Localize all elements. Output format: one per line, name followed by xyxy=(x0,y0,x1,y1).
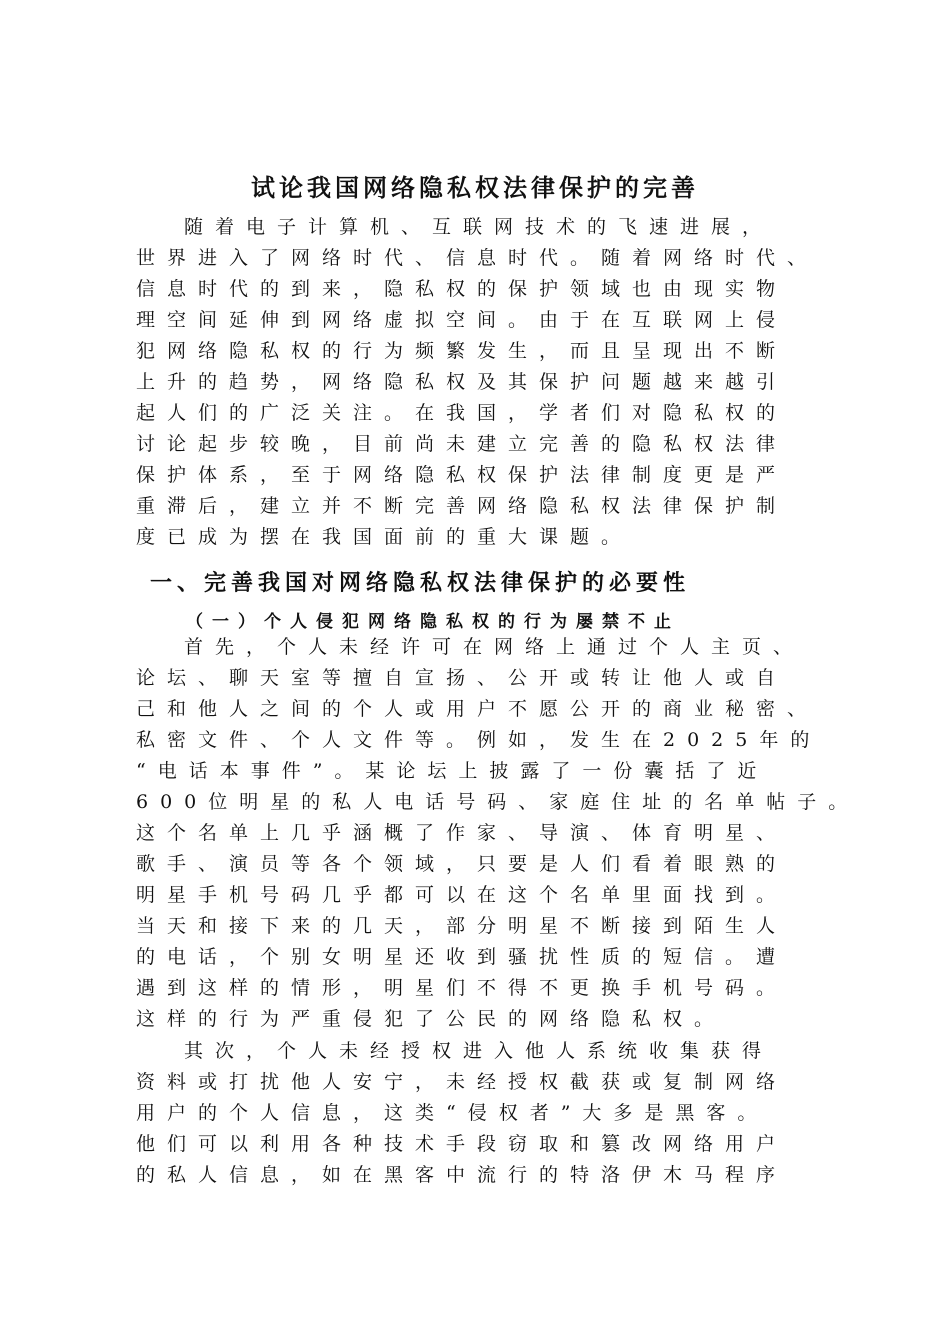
text-line: 保护体系，至于网络隐私权保护法律制度更是严 xyxy=(136,464,788,486)
text-line: 资料或打扰他人安宁，未经授权截获或复制网络 xyxy=(136,1071,788,1093)
body-paragraph-1 xyxy=(136,632,860,1035)
text-line: 其次，个人未经授权进入他人系统收集获得 xyxy=(184,1040,774,1062)
text-line: 当天和接下来的几天，部分明星不断接到陌生人 xyxy=(136,915,788,937)
intro-paragraph xyxy=(136,212,856,553)
text-line: 论坛、聊天室等擅自宣扬、公开或转让他人或自 xyxy=(136,667,788,689)
text-line: 上升的趋势，网络隐私权及其保护问题越来越引 xyxy=(136,371,788,393)
text-line: 歌手、演员等各个领域，只要是人们看着眼熟的 xyxy=(136,853,788,875)
text-line: 这样的行为严重侵犯了公民的网络隐私权。 xyxy=(136,1008,726,1030)
text-line: 私密文件、个人文件等。例如，发生在2025年的 xyxy=(136,729,822,751)
text-line: 的私人信息，如在黑客中流行的特洛伊木马程序 xyxy=(136,1164,788,1186)
text-line: 用户的个人信息，这类“侵权者”大多是黑客。 xyxy=(136,1102,769,1124)
text-line: 理空间延伸到网络虚拟空间。由于在互联网上侵 xyxy=(136,309,788,331)
body-paragraph-2 xyxy=(136,1036,856,1191)
text-line: 600位明星的私人电话号码、家庭住址的名单帖子。 xyxy=(136,791,860,813)
subsection-heading: （一）个人侵犯网络隐私权的行为屡禁不止 xyxy=(186,612,680,632)
document-title: 试论我国网络隐私权法律保护的完善 xyxy=(251,174,699,202)
text-line: 起人们的广泛关注。在我国，学者们对隐私权的 xyxy=(136,402,788,424)
text-line: 重滞后，建立并不断完善网络隐私权法律保护制 xyxy=(136,495,788,517)
text-line: 世界进入了网络时代、信息时代。随着网络时代、 xyxy=(136,247,819,269)
text-line: 信息时代的到来，隐私权的保护领域也由现实物 xyxy=(136,278,788,300)
text-line: 度已成为摆在我国面前的重大课题。 xyxy=(136,526,633,548)
text-line: 犯网络隐私权的行为频繁发生，而且呈现出不断 xyxy=(136,340,788,362)
text-line: 己和他人之间的个人或用户不愿公开的商业秘密、 xyxy=(136,698,819,720)
text-line: 讨论起步较晚，目前尚未建立完善的隐私权法律 xyxy=(136,433,788,455)
text-line: 这个名单上几乎涵概了作家、导演、体育明星、 xyxy=(136,822,788,844)
text-line: “电话本事件”。某论坛上披露了一份囊括了近 xyxy=(136,760,769,782)
text-line: 首先，个人未经许可在网络上通过个人主页、 xyxy=(184,636,805,658)
text-line: 遇到这样的情形，明星们不得不更换手机号码。 xyxy=(136,977,788,999)
text-line: 明星手机号码几乎都可以在这个名单里面找到。 xyxy=(136,884,788,906)
text-line: 的电话，个别女明星还收到骚扰性质的短信。遭 xyxy=(136,946,788,968)
text-line: 随着电子计算机、互联网技术的飞速进展， xyxy=(184,216,774,238)
section-heading: 一、完善我国对网络隐私权法律保护的必要性 xyxy=(150,571,691,596)
text-line: 他们可以利用各种技术手段窃取和篡改网络用户 xyxy=(136,1133,788,1155)
